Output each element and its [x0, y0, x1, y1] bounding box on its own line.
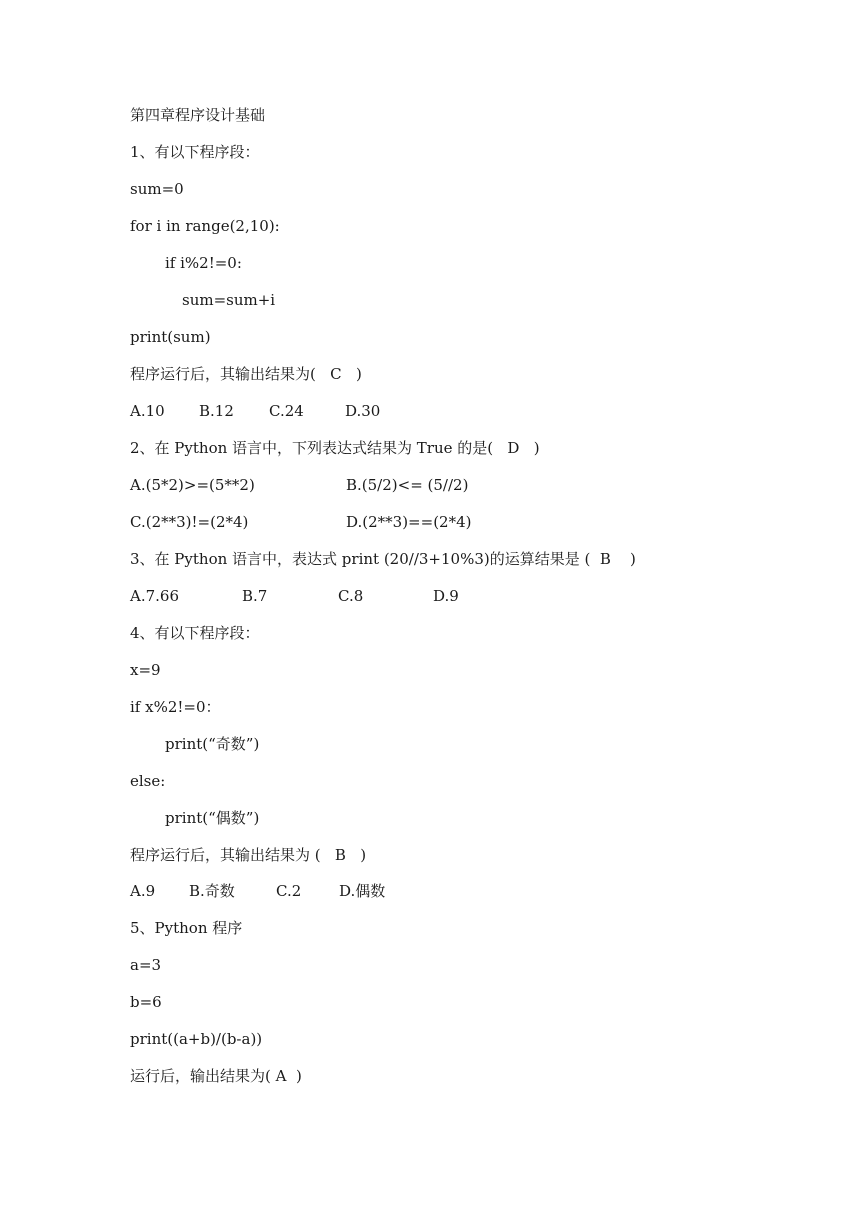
q4-option: A.9	[130, 882, 156, 900]
q3-option: B.7	[242, 587, 268, 605]
q4-code-line: x=9	[130, 661, 161, 679]
q2-option: D.(2**3)==(2*4)	[346, 513, 472, 531]
q4-option: B.奇数	[189, 882, 235, 900]
q5-code-line: a=3	[130, 956, 162, 974]
q1-option: B.12	[199, 402, 234, 420]
q4-option: D.偶数	[339, 882, 386, 900]
q5-code-line: print((a+b)/(b-a))	[130, 1030, 263, 1048]
q2-stem: 2、在 Python 语言中，下列表达式结果为 True 的是( D )	[130, 439, 540, 457]
q5-code-line: b=6	[130, 993, 162, 1011]
q3-option: A.7.66	[130, 587, 179, 605]
q3-option: C.8	[338, 587, 364, 605]
q1-code-line: print(sum)	[130, 328, 211, 346]
q1-option: C.24	[269, 402, 304, 420]
q2-option: A.(5*2)>=(5**2)	[130, 476, 255, 494]
q4-stem: 4、有以下程序段：	[130, 624, 260, 642]
q4-code-line: if x%2!=0：	[130, 698, 221, 716]
q5-prompt: 运行后，输出结果为( A )	[130, 1067, 302, 1085]
q4-code-line: print(“偶数”)	[165, 809, 260, 827]
q1-code-line: sum=sum+i	[182, 291, 276, 309]
q5-stem: 5、Python 程序	[130, 919, 243, 937]
q2-option: B.(5/2)<= (5//2)	[346, 476, 469, 494]
q2-option: C.(2**3)!=(2*4)	[130, 513, 249, 531]
q1-code-line: sum=0	[130, 180, 184, 198]
q4-prompt: 程序运行后，其输出结果为 ( B )	[130, 846, 367, 864]
q4-code-line: print(“奇数”)	[165, 735, 260, 753]
q1-stem: 1、有以下程序段：	[130, 143, 260, 161]
q3-stem: 3、在 Python 语言中，表达式 print (20//3+10%3)的运算结果是 ( B )	[130, 550, 636, 568]
chapter-title: 第四章程序设计基础	[130, 106, 266, 124]
q4-option: C.2	[276, 882, 302, 900]
q1-code-line: for i in range(2,10):	[130, 217, 280, 235]
q3-option: D.9	[433, 587, 459, 605]
q1-option: A.10	[130, 402, 165, 420]
q4-code-line: else:	[130, 772, 166, 790]
q1-code-line: if i%2!=0:	[165, 254, 242, 272]
q1-prompt: 程序运行后，其输出结果为( C )	[130, 365, 362, 383]
q1-option: D.30	[345, 402, 381, 420]
